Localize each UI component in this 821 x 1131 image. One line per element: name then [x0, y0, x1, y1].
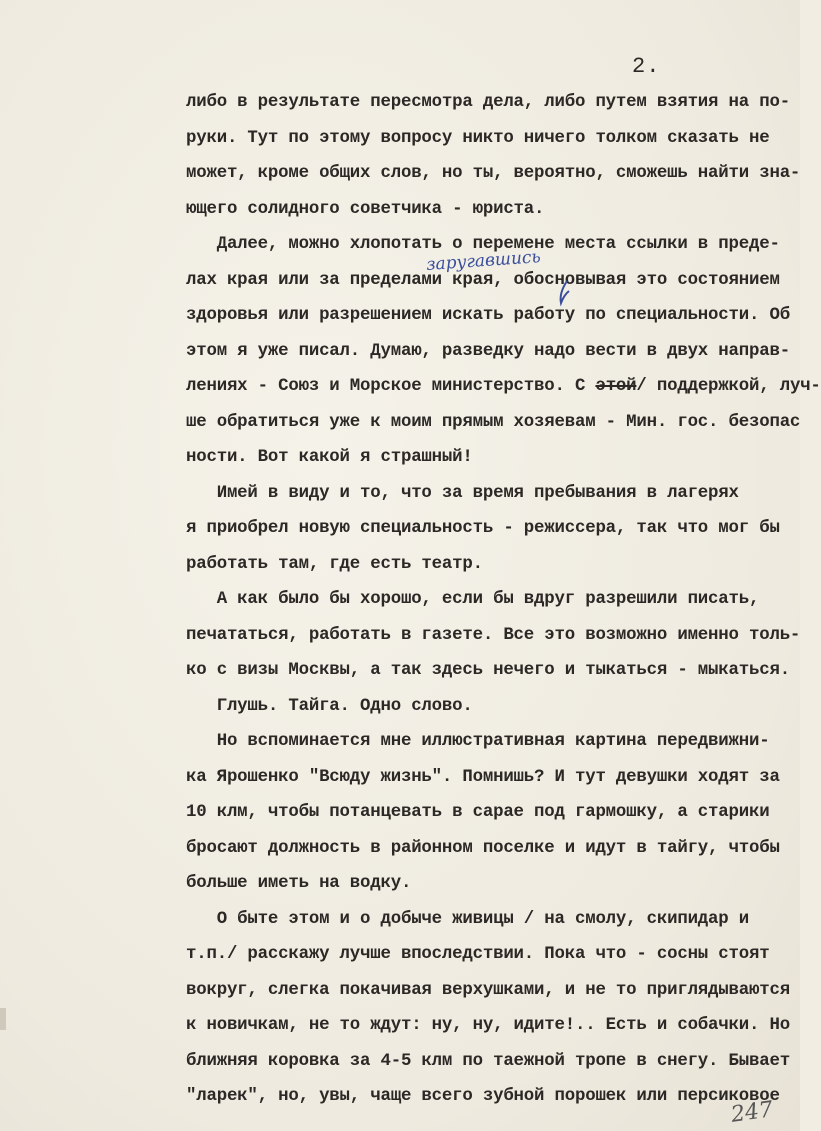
text-line: руки. Тут по этому вопросу никто ничего толком сказать не	[186, 128, 770, 148]
text-line: "ларек", но, увы, чаще всего зубной порошек или персиковое	[186, 1087, 780, 1106]
text-line: здоровья или разрешением искать работу по специальности. Об	[186, 306, 790, 325]
text-line: бросают должность в районном поселке и идут в тайгу, чтобы	[186, 838, 780, 858]
text-line: ко с визы Москвы, а так здесь нечего и тыкаться - мыкаться.	[186, 661, 790, 680]
text-line: работать там, где есть театр.	[186, 554, 483, 574]
text-line: печататься, работать в газете. Все это возможно именно толь-	[186, 625, 801, 645]
insertion-caret-mark	[555, 279, 571, 305]
archive-page-number: 247	[729, 1097, 775, 1128]
text-line: О быте этом и о добыче живицы / на смолу, скипидар и	[186, 909, 749, 929]
edited-line-start: лениях - Союз и Морское министерство. С	[186, 377, 596, 396]
edited-text-line	[186, 376, 821, 398]
text-line: к новичкам, не то ждут: ну, ну, идите!.. Есть и собачки. Но	[186, 1016, 790, 1035]
text-line: вокруг, слегка покачивая верхушками, и не то приглядываются	[186, 980, 790, 1000]
edited-line-end: / поддержкой, луч-	[636, 377, 821, 396]
text-line: ка Ярошенко "Всюду жизнь". Помнишь? И тут девушки ходят за	[186, 767, 780, 787]
page-number: 2.	[632, 54, 661, 79]
text-line: т.п./ расскажу лучше впоследствии. Пока что - сосны стоят	[186, 945, 770, 964]
text-line: Глушь. Тайга. Одно слово.	[186, 696, 473, 716]
text-line: Но вспоминается мне иллюстративная картина передвижни-	[186, 732, 770, 751]
text-line: Имей в виду и то, что за время пребывания в лагерях	[186, 483, 739, 503]
text-line: лах края или за пределами края, обосновывая это состоянием	[186, 270, 780, 290]
text-line: либо в результате пересмотра дела, либо путем взятия на по-	[186, 93, 790, 112]
struck-word: этой	[595, 377, 637, 396]
text-line: 10 клм, чтобы потанцевать в сарае под гармошку, а старики	[186, 803, 770, 822]
text-line: ближняя коровка за 4-5 клм по таежной тропе в снегу. Бывает	[186, 1051, 790, 1071]
text-line: Далее, можно хлопотать о перемене места ссылки в преде-	[186, 235, 780, 254]
handwritten-insertion: заругавшись	[425, 247, 542, 275]
text-line: этом я уже писал. Думаю, разведку надо вести в двух направ-	[186, 341, 790, 361]
text-line: больше иметь на водку.	[186, 874, 412, 893]
text-line: ющего солидного советчика - юриста.	[186, 199, 545, 219]
text-line: может, кроме общих слов, но ты, вероятно, сможешь найти зна-	[186, 164, 801, 183]
text-line: я приобрел новую специальность - режиссера, так что мог бы	[186, 519, 780, 538]
margin-mark	[0, 1008, 6, 1030]
text-line: ше обратиться уже к моим прямым хозяевам - Мин. гос. безопас	[186, 412, 801, 432]
text-line: А как было бы хорошо, если бы вдруг разрешили писать,	[186, 590, 760, 609]
text-line: ности. Вот какой я страшный!	[186, 448, 473, 467]
